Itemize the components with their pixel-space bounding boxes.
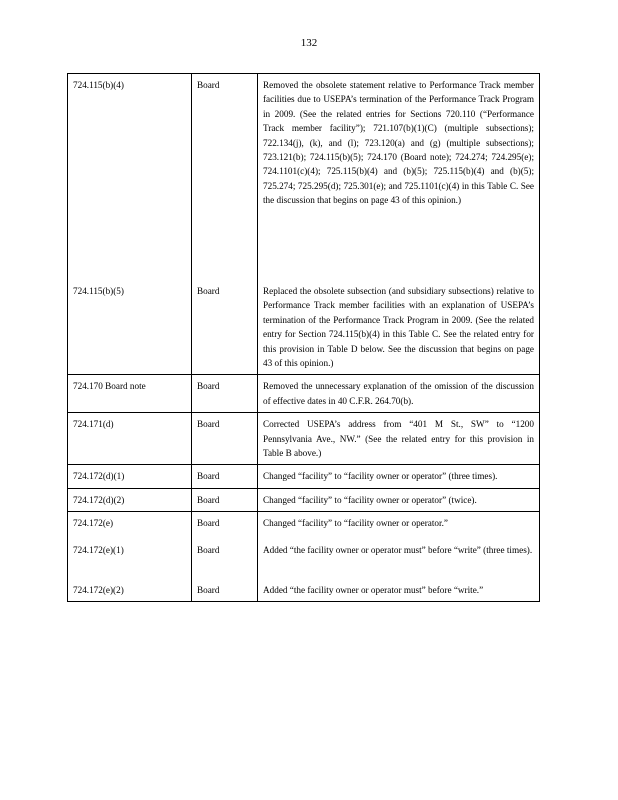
table-row <box>68 465 540 488</box>
description-entry: Changed “facility” to “facility owner or operator.” <box>263 518 448 529</box>
source-cell <box>192 375 258 413</box>
section-cell <box>68 465 192 488</box>
section-cell <box>68 375 192 413</box>
source-entry: Board <box>197 80 220 90</box>
description-entry: Changed “facility” to “facility owner or operator” (twice). <box>263 494 477 505</box>
section-cell <box>68 512 192 602</box>
source-cell <box>192 512 258 602</box>
source-entry: Board <box>197 286 220 296</box>
section-entry: 724.172(e)(1) <box>73 544 124 555</box>
section-cell <box>68 74 192 375</box>
section-cell <box>68 488 192 511</box>
table-row <box>68 512 540 602</box>
section-entry: 724.115(b)(4) <box>73 80 124 90</box>
section-entry: 724.170 Board note <box>73 381 146 392</box>
description-entry: Corrected USEPA’s address from “401 M St., SW” to “1200 Pennsylvania Ave., NW.” (See the related entry for this provision in Table B above.) <box>263 419 534 459</box>
description-entry: Added “the facility owner or operator must” before “write” (three times). <box>263 544 533 555</box>
description-cell <box>258 465 540 488</box>
source-entry: Board <box>197 544 220 555</box>
section-entry: 724.115(b)(5) <box>73 286 124 296</box>
section-entry: 724.172(e) <box>73 518 114 529</box>
section-cell <box>68 413 192 465</box>
source-cell <box>192 488 258 511</box>
description-entry: Added “the facility owner or operator must” before “write.” <box>263 584 484 595</box>
source-cell <box>192 465 258 488</box>
source-entry: Board <box>197 494 220 505</box>
source-entry: Board <box>197 584 220 595</box>
description-cell <box>258 488 540 511</box>
table-row <box>68 74 540 375</box>
table-row <box>68 488 540 511</box>
table-row <box>68 375 540 413</box>
section-entry: 724.172(e)(2) <box>73 584 124 595</box>
table-row <box>68 413 540 465</box>
section-entry: 724.172(d)(2) <box>73 494 125 505</box>
description-cell <box>258 413 540 465</box>
description-entry: Changed “facility” to “facility owner or operator” (three times). <box>263 471 498 482</box>
section-entry: 724.171(d) <box>73 419 114 430</box>
source-entry: Board <box>197 471 220 482</box>
description-cell <box>258 375 540 413</box>
page-number: 132 <box>300 37 318 49</box>
description-entry: Removed the obsolete statement relative to Performance Track member facilities due to USEPA’s termination of the Performance Track Program in 2009. (See the related entries for Sections 720.110 (“Performance Track member facility”); 721.107(b)(1)(C) (multiple subsections); 722.134(j), (k), and (l); 723.120(a) and (g) (multiple subsections); 723.121(b); 724.115(b)(5); 724.170 (Board note); 724.274; 724.295(e); 724.1101(c)(4); 725.115(b)(4) and (b)(5); 725.115(b)(4) and (b)(5); 725.274; 725.295(d); 725.301(e); and 725.1101(c)(4) in this Table C. See the discussion that begins on page 43 of this opinion.) <box>263 80 534 206</box>
section-entry: 724.172(d)(1) <box>73 471 125 482</box>
changes-table <box>67 73 540 602</box>
description-entry: Removed the unnecessary explanation of the omission of the discussion of effective dates in 40 C.F.R. 264.70(b). <box>263 381 534 406</box>
source-cell <box>192 74 258 375</box>
source-cell <box>192 413 258 465</box>
source-entry: Board <box>197 381 220 392</box>
source-entry: Board <box>197 518 220 529</box>
source-entry: Board <box>197 419 220 430</box>
description-cell <box>258 74 540 375</box>
description-entry: Replaced the obsolete subsection (and subsidiary subsections) relative to Performance Track member facilities with an explanation of USEPA’s termination of the Performance Track Program in 2009. (See the related entry for Section 724.115(b)(4) in this Table C. See the related entry for this provision in Table D below. See the discussion that begins on page 43 of this opinion.) <box>263 286 534 369</box>
description-cell <box>258 512 540 602</box>
